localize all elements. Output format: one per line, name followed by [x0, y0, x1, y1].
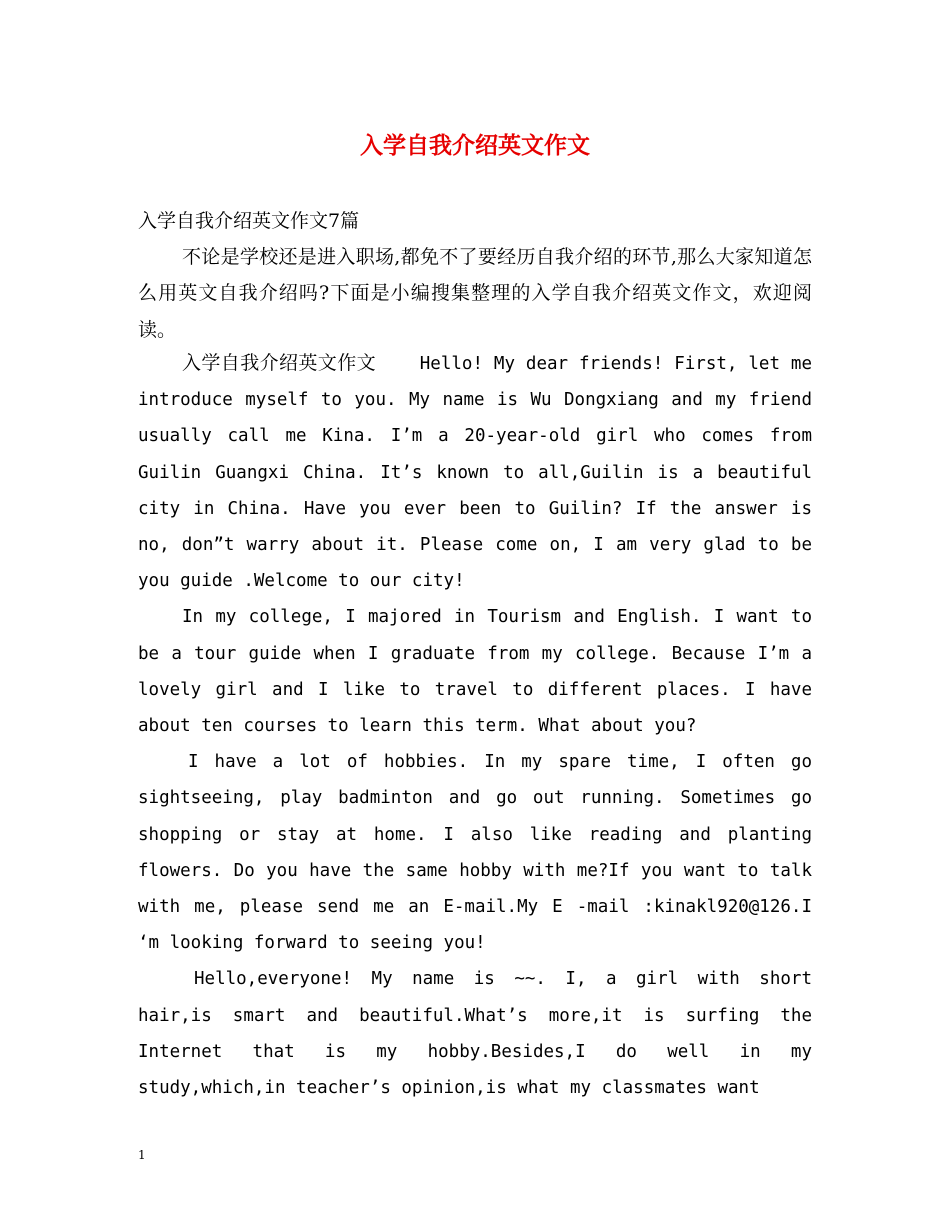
essay-paragraph-1-text: Hello! My dear friends! First, let me introduce myself to you. My name is Wu Dongxiang and my friend usually call me Kina. I’m a 20-year-old girl who comes from Guilin Guangxi China. It’s known to all,Guilin is a beautiful city in China. Have you ever been to Guilin? If the answer is no, don”t warry about it. Please come on, I am very glad to be you guide .Welcome to our city!: [138, 354, 812, 592]
essay-paragraph-1: [138, 345, 812, 599]
intro-paragraph: 不论是学校还是进入职场,都免不了要经历自我介绍的环节,那么大家知道怎么用英文自我介绍吗?下面是小编搜集整理的入学自我介绍英文作文，欢迎阅读。: [138, 246, 812, 341]
document-subtitle: 入学自我介绍英文作文7篇: [138, 210, 360, 232]
essay-paragraph-4: Hello,everyone! My name is ~~. I, a girl with short hair,is smart and beautiful.What’s more,it is surfing the Internet that is my hobby.Besides,I do well in my study,which,in teacher’s opinion,is what my classmates want: [138, 969, 812, 1099]
document-title: 入学自我介绍英文作文: [360, 132, 590, 159]
essay-paragraph-2: In my college, I majored in Tourism and English. I want to be a tour guide when I graduate from my college. Because I’m a lovely girl and I like to travel to different places. I have about ten courses to learn this term. What about you?: [138, 607, 812, 737]
essay-paragraph-3: I have a lot of hobbies. In my spare time, I often go sightseeing, play badminton and go out running. Sometimes go shopping or stay at home. I also like reading and planting flowers. Do you have the same hobby with me?If you want to talk with me, please send me an E-mail.My E -mail :kinakl920@126.I ‘m looking forward to seeing you!: [138, 752, 812, 954]
page-number: 1: [138, 1148, 146, 1162]
essay-heading: 入学自我介绍英文作文: [182, 352, 377, 374]
essay-body: [138, 345, 812, 1106]
